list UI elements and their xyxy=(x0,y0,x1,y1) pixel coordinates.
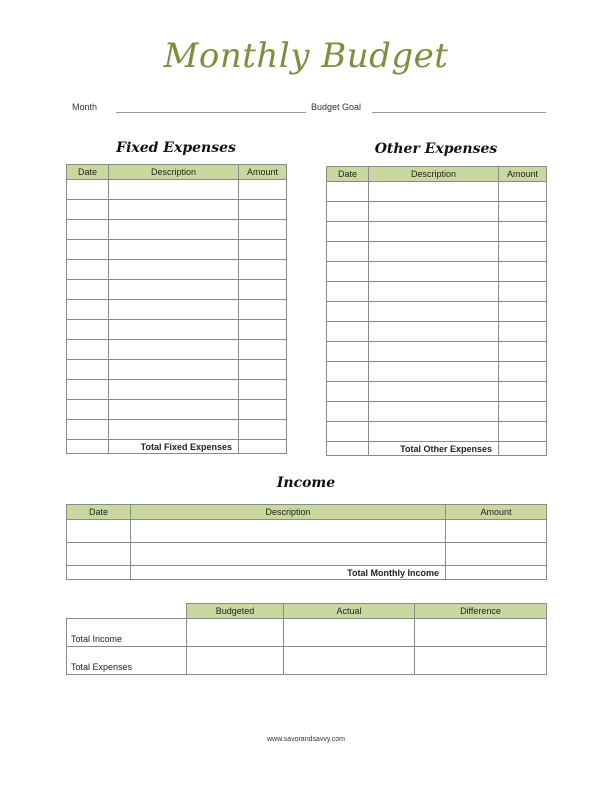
date-cell[interactable] xyxy=(67,220,109,240)
table-row xyxy=(327,262,547,282)
date-cell[interactable] xyxy=(327,382,369,402)
table-row xyxy=(67,420,287,440)
table-header-row xyxy=(327,167,547,182)
amount-cell[interactable] xyxy=(239,240,287,260)
amount-cell[interactable] xyxy=(239,320,287,340)
total-other-expenses-amount[interactable] xyxy=(499,442,547,456)
table-row xyxy=(67,647,547,675)
table-row xyxy=(67,240,287,260)
amount-cell[interactable] xyxy=(499,322,547,342)
description-cell[interactable] xyxy=(131,520,446,543)
date-cell[interactable] xyxy=(67,300,109,320)
amount-cell[interactable] xyxy=(446,520,547,543)
table-header-row xyxy=(67,505,547,520)
amount-cell[interactable] xyxy=(499,242,547,262)
table-row xyxy=(67,520,547,543)
amount-cell[interactable] xyxy=(239,300,287,320)
amount-cell[interactable] xyxy=(239,280,287,300)
table-row xyxy=(67,340,287,360)
table-row xyxy=(67,543,547,566)
table-row xyxy=(327,402,547,422)
description-cell[interactable] xyxy=(109,280,239,300)
description-cell[interactable] xyxy=(369,282,499,302)
other-expenses-title: Other Expenses xyxy=(374,141,498,157)
description-cell[interactable] xyxy=(109,220,239,240)
date-cell[interactable] xyxy=(327,322,369,342)
fixed-expenses-table xyxy=(66,164,287,454)
table-row xyxy=(67,400,287,420)
description-cell[interactable] xyxy=(109,240,239,260)
date-cell[interactable] xyxy=(67,543,131,566)
amount-cell[interactable] xyxy=(239,360,287,380)
date-cell[interactable] xyxy=(327,182,369,202)
total-row xyxy=(327,442,547,456)
description-cell[interactable] xyxy=(109,360,239,380)
date-cell[interactable] xyxy=(327,282,369,302)
date-cell[interactable] xyxy=(67,180,109,200)
total-monthly-income-label: Total Monthly Income xyxy=(131,566,446,580)
amount-cell[interactable] xyxy=(499,422,547,442)
column-header-description: Description xyxy=(109,165,239,180)
table-row xyxy=(327,302,547,322)
description-cell[interactable] xyxy=(109,400,239,420)
amount-cell[interactable] xyxy=(239,220,287,240)
table-row xyxy=(67,360,287,380)
other-expenses-table xyxy=(326,166,547,456)
date-cell[interactable] xyxy=(327,202,369,222)
total-expenses-label: Total Expenses xyxy=(67,647,187,675)
date-cell[interactable] xyxy=(67,520,131,543)
date-cell[interactable] xyxy=(327,422,369,442)
column-header-difference: Difference xyxy=(415,604,547,619)
amount-cell[interactable] xyxy=(239,260,287,280)
amount-cell[interactable] xyxy=(499,282,547,302)
table-row xyxy=(67,320,287,340)
budgeted-income-cell[interactable] xyxy=(187,619,284,647)
total-row xyxy=(67,566,547,580)
table-row xyxy=(327,322,547,342)
table-row xyxy=(67,200,287,220)
table-row xyxy=(327,422,547,442)
table-row xyxy=(67,260,287,280)
column-header-amount: Amount xyxy=(239,165,287,180)
date-cell[interactable] xyxy=(67,360,109,380)
total-monthly-income-amount[interactable] xyxy=(446,566,547,580)
table-header-row xyxy=(67,165,287,180)
amount-cell[interactable] xyxy=(239,420,287,440)
table-row xyxy=(67,220,287,240)
description-cell[interactable] xyxy=(109,180,239,200)
table-row xyxy=(327,282,547,302)
total-date-cell xyxy=(67,566,131,580)
date-cell[interactable] xyxy=(67,320,109,340)
summary-table xyxy=(66,603,547,675)
total-date-cell xyxy=(67,440,109,454)
amount-cell[interactable] xyxy=(499,182,547,202)
actual-expenses-cell[interactable] xyxy=(284,647,415,675)
amount-cell[interactable] xyxy=(499,362,547,382)
description-cell[interactable] xyxy=(131,543,446,566)
total-income-label: Total Income xyxy=(67,619,187,647)
budgeted-expenses-cell[interactable] xyxy=(187,647,284,675)
table-row xyxy=(327,202,547,222)
amount-cell[interactable] xyxy=(499,402,547,422)
date-cell[interactable] xyxy=(327,222,369,242)
date-cell[interactable] xyxy=(327,342,369,362)
income-table xyxy=(66,504,547,580)
date-cell[interactable] xyxy=(67,380,109,400)
total-fixed-expenses-label: Total Fixed Expenses xyxy=(109,440,239,454)
description-cell[interactable] xyxy=(109,380,239,400)
amount-cell[interactable] xyxy=(239,400,287,420)
income-title: Income xyxy=(276,475,336,491)
footer-url: www.savorandsavvy.com xyxy=(266,736,346,743)
description-cell[interactable] xyxy=(369,342,499,362)
amount-cell[interactable] xyxy=(499,222,547,242)
column-header-amount: Amount xyxy=(499,167,547,182)
summary-corner xyxy=(67,604,187,619)
description-cell[interactable] xyxy=(369,422,499,442)
date-cell[interactable] xyxy=(327,302,369,322)
amount-cell[interactable] xyxy=(239,380,287,400)
description-cell[interactable] xyxy=(369,262,499,282)
description-cell[interactable] xyxy=(369,242,499,262)
amount-cell[interactable] xyxy=(499,262,547,282)
amount-cell[interactable] xyxy=(499,202,547,222)
column-header-budgeted: Budgeted xyxy=(187,604,284,619)
description-cell[interactable] xyxy=(369,362,499,382)
date-cell[interactable] xyxy=(327,362,369,382)
description-cell[interactable] xyxy=(369,202,499,222)
table-row xyxy=(67,180,287,200)
total-other-expenses-label: Total Other Expenses xyxy=(369,442,499,456)
difference-income-cell[interactable] xyxy=(415,619,547,647)
date-cell[interactable] xyxy=(327,242,369,262)
amount-cell[interactable] xyxy=(499,382,547,402)
column-header-description: Description xyxy=(131,505,446,520)
page-title: Monthly Budget xyxy=(163,36,449,76)
actual-income-cell[interactable] xyxy=(284,619,415,647)
table-row xyxy=(327,222,547,242)
description-cell[interactable] xyxy=(369,322,499,342)
date-cell[interactable] xyxy=(67,340,109,360)
table-header-row xyxy=(67,604,547,619)
column-header-amount: Amount xyxy=(446,505,547,520)
fixed-expenses-title: Fixed Expenses xyxy=(116,140,236,156)
total-row xyxy=(67,440,287,454)
description-cell[interactable] xyxy=(109,340,239,360)
description-cell[interactable] xyxy=(369,302,499,322)
total-date-cell xyxy=(327,442,369,456)
description-cell[interactable] xyxy=(109,420,239,440)
date-cell[interactable] xyxy=(67,240,109,260)
date-cell[interactable] xyxy=(67,400,109,420)
date-cell[interactable] xyxy=(67,200,109,220)
difference-expenses-cell[interactable] xyxy=(415,647,547,675)
date-cell[interactable] xyxy=(67,280,109,300)
description-cell[interactable] xyxy=(369,182,499,202)
description-cell[interactable] xyxy=(369,222,499,242)
description-cell[interactable] xyxy=(109,200,239,220)
column-header-actual: Actual xyxy=(284,604,415,619)
amount-cell[interactable] xyxy=(446,543,547,566)
date-cell[interactable] xyxy=(327,402,369,422)
table-row xyxy=(67,380,287,400)
description-cell[interactable] xyxy=(109,320,239,340)
amount-cell[interactable] xyxy=(499,342,547,362)
column-header-description: Description xyxy=(369,167,499,182)
table-row xyxy=(327,242,547,262)
budget-goal-field[interactable] xyxy=(372,112,546,113)
amount-cell[interactable] xyxy=(239,200,287,220)
amount-cell[interactable] xyxy=(499,302,547,322)
table-row xyxy=(327,362,547,382)
description-cell[interactable] xyxy=(369,382,499,402)
column-header-date: Date xyxy=(67,505,131,520)
table-row xyxy=(67,300,287,320)
month-label: Month xyxy=(72,102,98,112)
total-fixed-expenses-amount[interactable] xyxy=(239,440,287,454)
description-cell[interactable] xyxy=(109,300,239,320)
month-field[interactable] xyxy=(116,112,306,113)
column-header-date: Date xyxy=(327,167,369,182)
budget-goal-label: Budget Goal xyxy=(311,102,362,112)
amount-cell[interactable] xyxy=(239,340,287,360)
date-cell[interactable] xyxy=(67,420,109,440)
table-row xyxy=(67,619,547,647)
description-cell[interactable] xyxy=(109,260,239,280)
amount-cell[interactable] xyxy=(239,180,287,200)
table-row xyxy=(327,382,547,402)
table-row xyxy=(67,280,287,300)
table-row xyxy=(327,342,547,362)
date-cell[interactable] xyxy=(327,262,369,282)
date-cell[interactable] xyxy=(67,260,109,280)
column-header-date: Date xyxy=(67,165,109,180)
table-row xyxy=(327,182,547,202)
description-cell[interactable] xyxy=(369,402,499,422)
